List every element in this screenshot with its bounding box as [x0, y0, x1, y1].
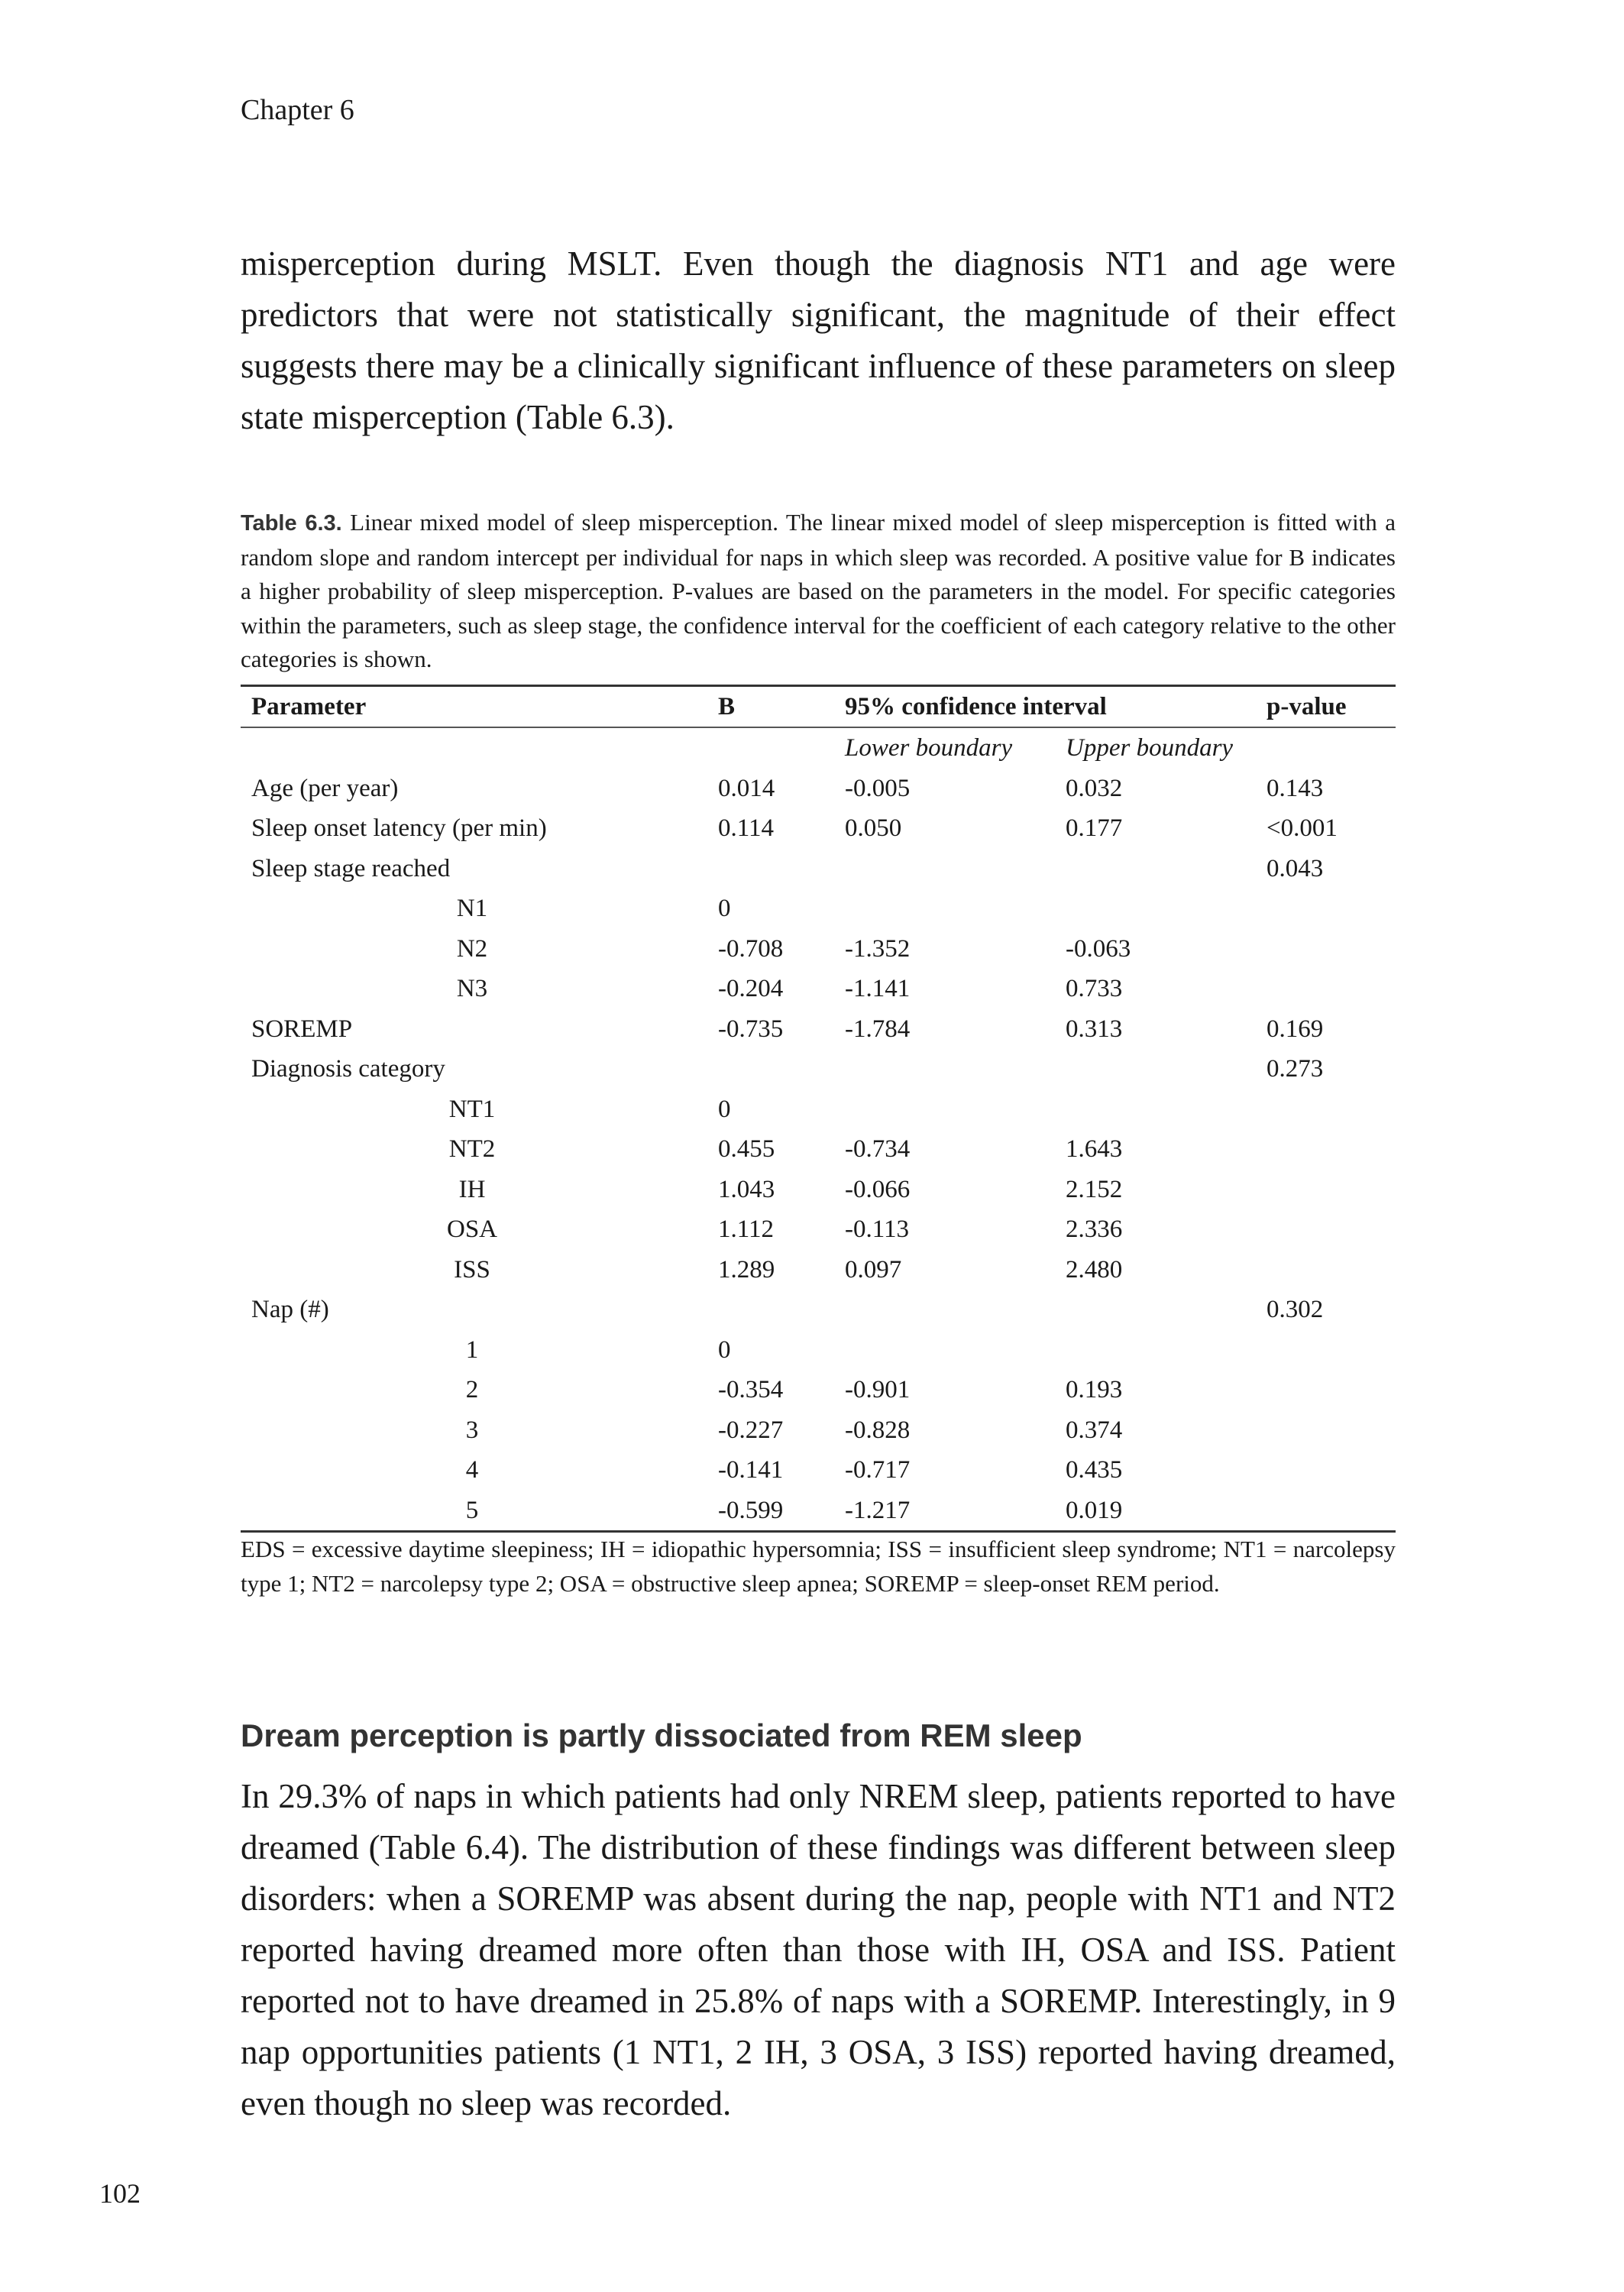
cell-category: IH [458, 1175, 486, 1203]
cell-parameter: Nap (#) [251, 1296, 329, 1323]
cell-upper: 0.193 [1066, 1376, 1123, 1403]
cell-lower: -1.784 [845, 1015, 911, 1043]
cell-b: -0.735 [718, 1015, 784, 1043]
cell-parameter: SOREMP [251, 1015, 353, 1043]
table-row [241, 1049, 1396, 1089]
table-row [241, 849, 1396, 889]
body-paragraph: In 29.3% of naps in which patients had only NREM sleep, patients reported to have dreamed (Table 6.4). The distribution of these findings was different between sleep disorders: when a SOREMP was absent during the nap, people with NT1 and NT2 reported having dreamed more often than those with IH, OSA and ISS. Patient reported not to have dreamed in 25.8% of naps with a SOREMP. Interestingly, in 9 nap opportunities patients (1 NT1, 2 IH, 3 OSA, 3 ISS) reported having dreamed, even though no sleep was recorded. [241, 1777, 1396, 2122]
cell-lower: -0.113 [845, 1216, 910, 1243]
table-row [241, 1009, 1396, 1050]
cell-upper: 0.177 [1066, 814, 1123, 842]
cell-category: ISS [454, 1255, 490, 1284]
cell-lower: -1.352 [845, 934, 911, 963]
cell-p: 0.273 [1267, 1055, 1324, 1083]
cell-b: -0.599 [718, 1496, 784, 1524]
cell-parameter: Age (per year) [251, 774, 399, 802]
results-table [241, 685, 1396, 1533]
table-row [241, 1250, 1396, 1290]
cell-p: 0.143 [1267, 774, 1324, 802]
cell-upper: 2.336 [1066, 1216, 1123, 1243]
cell-b: 1.289 [718, 1255, 775, 1284]
cell-parameter: Diagnosis category [251, 1055, 445, 1083]
cell-upper: 1.643 [1066, 1135, 1123, 1163]
section-heading: Dream perception is partly dissociated from REM sleep [241, 1717, 1082, 1753]
cell-b: 1.112 [718, 1216, 775, 1243]
cell-lower: 0.097 [845, 1255, 902, 1284]
cell-lower: -1.217 [845, 1496, 911, 1524]
page-number: 102 [99, 2178, 141, 2209]
table-row [241, 1170, 1396, 1210]
table-row [241, 1290, 1396, 1330]
table-row [241, 1450, 1396, 1491]
table-row [241, 1209, 1396, 1250]
table-caption [241, 506, 1396, 677]
table-row [241, 889, 1396, 929]
header-upper: Upper boundary [1066, 734, 1234, 762]
cell-upper: 0.435 [1066, 1456, 1123, 1484]
cell-p: <0.001 [1267, 814, 1338, 842]
cell-category: NT1 [448, 1095, 496, 1123]
cell-upper: 0.032 [1066, 774, 1123, 802]
cell-upper: 2.152 [1066, 1175, 1123, 1203]
cell-parameter: Sleep onset latency (per min) [251, 814, 547, 842]
table-subheader-row [241, 728, 1396, 769]
running-header: Chapter 6 [241, 94, 354, 126]
cell-b: -0.227 [718, 1416, 784, 1444]
cell-b: 0 [718, 1095, 731, 1123]
cell-b: -0.204 [718, 975, 784, 1002]
table-caption-text: Linear mixed model of sleep misperception. The linear mixed model of sleep misperception is fitted with a random slope and random intercept per individual for naps in which sleep was recorded. A positive value for B indicates a higher probability of sleep misperception. P-values are based on the parameters in the model. For specific categories within the parameters, such as sleep stage, the confidence interval for the coefficient of each category relative to the other categories is shown. [241, 509, 1396, 672]
cell-b: 0 [718, 1335, 731, 1364]
cell-upper: -0.063 [1066, 934, 1131, 963]
cell-category: 2 [465, 1376, 479, 1403]
cell-b: 1.043 [718, 1175, 775, 1203]
cell-b: 0 [718, 895, 731, 922]
cell-category: OSA [446, 1216, 498, 1243]
table-caption-label: Table 6.3. [241, 511, 342, 536]
cell-lower: -0.734 [845, 1135, 911, 1163]
cell-category: 1 [465, 1335, 479, 1364]
table-row [241, 969, 1396, 1009]
cell-category: 3 [465, 1416, 479, 1444]
header-b: B [718, 693, 736, 720]
cell-category: 5 [465, 1496, 479, 1524]
header-parameter: Parameter [251, 693, 367, 720]
cell-category: N1 [456, 895, 488, 922]
cell-upper: 0.313 [1066, 1015, 1123, 1043]
cell-b: 0.114 [718, 814, 775, 842]
body-paragraph: misperception during MSLT. Even though the diagnosis NT1 and age were predictors that were not statistically significant, the magnitude of their effect suggests there may be a clinically significant influence of these parameters on sleep state misperception (Table 6.3). [241, 244, 1396, 436]
table-row [241, 1410, 1396, 1451]
header-lower: Lower boundary [845, 734, 1013, 762]
cell-b: -0.354 [718, 1376, 784, 1403]
cell-category: NT2 [448, 1135, 496, 1163]
table-row [241, 1129, 1396, 1170]
cell-b: 0.014 [718, 774, 775, 802]
cell-lower: -0.066 [845, 1175, 911, 1203]
cell-lower: -0.717 [845, 1456, 911, 1484]
cell-p: 0.043 [1267, 854, 1324, 882]
table-row [241, 929, 1396, 970]
table-row [241, 769, 1396, 809]
table-header-row [241, 687, 1396, 728]
cell-upper: 0.019 [1066, 1496, 1123, 1524]
table-row [241, 1330, 1396, 1371]
cell-category: N2 [456, 934, 488, 963]
cell-lower: -1.141 [845, 975, 911, 1002]
cell-b: -0.141 [718, 1456, 784, 1484]
cell-b: -0.708 [718, 934, 784, 963]
table-row [241, 1089, 1396, 1130]
cell-lower: -0.828 [845, 1416, 911, 1444]
cell-b: 0.455 [718, 1135, 775, 1163]
cell-upper: 0.733 [1066, 975, 1123, 1002]
header-ci: 95% confidence interval [845, 693, 1107, 720]
cell-parameter: Sleep stage reached [251, 854, 451, 882]
cell-p: 0.302 [1267, 1296, 1324, 1323]
table-row [241, 1491, 1396, 1531]
cell-p: 0.169 [1267, 1015, 1324, 1043]
header-p: p-value [1267, 693, 1347, 720]
cell-upper: 2.480 [1066, 1255, 1123, 1284]
table-row [241, 1370, 1396, 1410]
table-row [241, 808, 1396, 849]
cell-upper: 0.374 [1066, 1416, 1123, 1444]
cell-lower: 0.050 [845, 814, 902, 842]
cell-category: 4 [465, 1456, 479, 1484]
cell-lower: -0.901 [845, 1376, 911, 1403]
cell-lower: -0.005 [845, 774, 911, 802]
table-footnote: EDS = excessive daytime sleepiness; IH = idiopathic hypersomnia; ISS = insufficient sleep syndrome; NT1 = narcolepsy type 1; NT2 = narcolepsy type 2; OSA = obstructive sleep apnea; SOREMP = sleep-onset REM period. [241, 1536, 1396, 1597]
cell-category: N3 [456, 975, 488, 1002]
